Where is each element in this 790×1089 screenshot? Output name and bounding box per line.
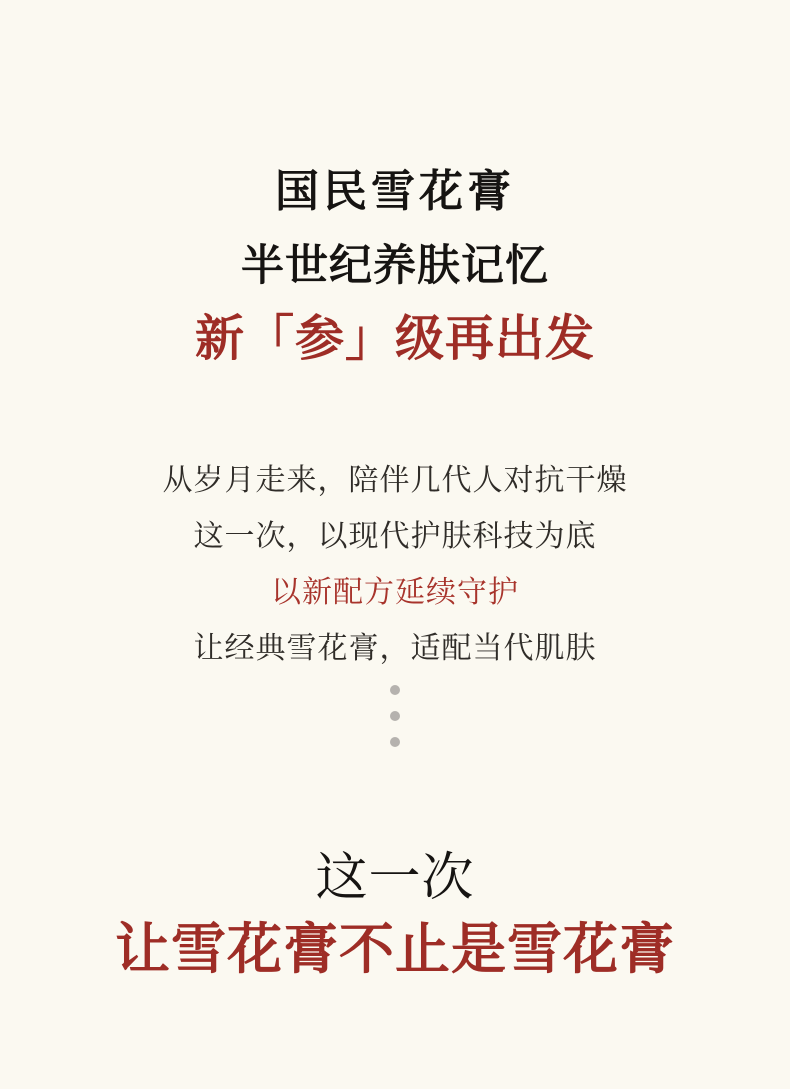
intro-text-accent-line: 以新配方延续守护 bbox=[271, 576, 519, 609]
divider-dot-icon bbox=[390, 737, 400, 747]
hero-title-accent-line: 新「参」级再出发 bbox=[194, 310, 595, 366]
closing-title-accent-line: 让雪花膏不止是雪花膏 bbox=[114, 918, 675, 980]
divider-dot-icon bbox=[390, 711, 400, 721]
intro-text-line1: 从岁月走来，陪伴几代人对抗干燥 bbox=[162, 464, 628, 497]
vertical-dots-divider bbox=[0, 685, 790, 747]
divider-dot-icon bbox=[390, 685, 400, 695]
hero-title-line2: 半世纪养肤记忆 bbox=[241, 242, 549, 290]
hero-title-line1: 国民雪花膏 bbox=[275, 167, 515, 217]
intro-text-line4: 让经典雪花膏，适配当代肌肤 bbox=[193, 632, 597, 665]
intro-text-line2: 这一次，以现代护肤科技为底 bbox=[193, 520, 597, 553]
closing-title-line1: 这一次 bbox=[315, 850, 475, 908]
